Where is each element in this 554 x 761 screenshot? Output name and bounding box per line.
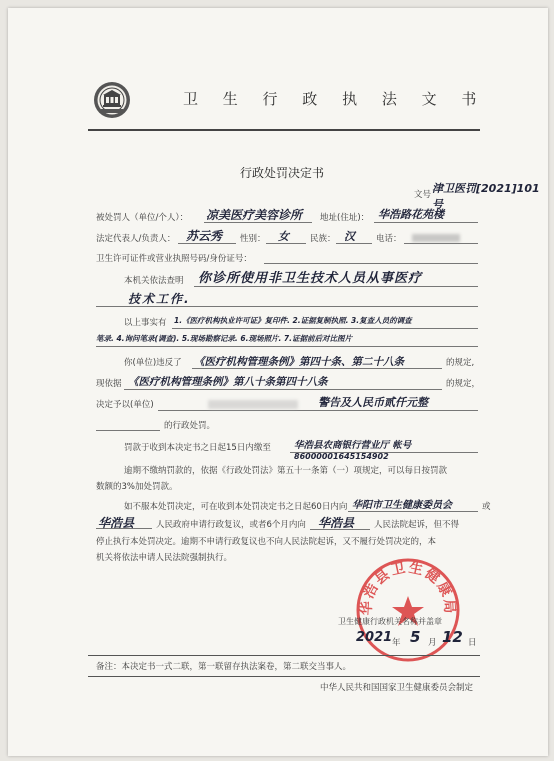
appeal-county-value: 华浩县 (98, 516, 135, 530)
evidence-line-1 (172, 328, 478, 329)
appeal-text-4: 停止执行本处罚决定。逾期不申请行政复议也不向人民法院起诉，又不履行处罚决定的，本 (96, 537, 437, 547)
decision-tail: 的行政处罚。 (164, 421, 216, 431)
basis-tail: 的规定， (446, 379, 481, 389)
appeal-or: 或 (482, 502, 491, 512)
decision-line (158, 410, 478, 411)
legal-rep-value: 苏云秀 (186, 229, 223, 243)
appeal-gov-value: 华阳市卫生健康委员会 (352, 500, 452, 511)
document-page (8, 8, 548, 756)
violated-value: 《医疗机构管理条例》第四十条、第二十八条 (194, 356, 404, 368)
found-line-1 (194, 286, 478, 287)
doc-no-value: 津卫医罚[2021]101号 (432, 182, 540, 211)
sign-day-unit: 日 (468, 638, 477, 648)
found-lead: 本机关依法查明 (124, 276, 184, 286)
appeal-text-1: 如不服本处罚决定，可在收到本处罚决定书之日起60日内向 (124, 502, 348, 512)
basis-line (124, 389, 442, 390)
appeal-text-2: 人民政府申请行政复议，或者6个月内向 (156, 520, 306, 530)
evidence-line-2 (96, 346, 478, 347)
doc-no-label: 文号 (414, 190, 432, 200)
footer-issuer: 中华人民共和国国家卫生健康委员会制定 (320, 683, 474, 693)
late-text-2: 数额的3%加处罚款。 (96, 482, 178, 492)
ethnic-label: 民族： (310, 234, 336, 244)
footer-rule-2 (88, 676, 480, 677)
legal-rep-label: 法定代表人/负责人： (96, 234, 176, 244)
document-series-title: 卫 生 行 政 执 法 文 书 (183, 90, 487, 108)
sex-label: 性别： (240, 234, 266, 244)
sign-month-unit: 月 (428, 638, 437, 648)
decision-line-2 (96, 430, 160, 431)
decision-smudge (208, 400, 298, 409)
late-text-1: 逾期不缴纳罚款的，依据《行政处罚法》第五十一条第（一）项规定，可以每日按罚款 (124, 466, 448, 476)
sign-month: 5 (410, 628, 421, 646)
found-value-2: 技术工作. (128, 292, 191, 306)
sign-day: 12 (442, 628, 463, 646)
address-label: 地址(住址)： (320, 213, 370, 223)
party-label: 被处罚人（单位/个人）： (96, 213, 189, 223)
payment-text: 罚款于收到本决定书之日起15日内缴至 (124, 443, 271, 453)
payment-value: 华浩县农商银行营业厅 帐号 (294, 440, 412, 451)
header-rule (88, 129, 480, 131)
sign-year: 2021 (356, 630, 393, 645)
violated-lead: 你(单位)违反了 (124, 358, 182, 368)
phone-line (404, 243, 478, 244)
official-seal-icon (354, 556, 462, 664)
license-label: 卫生许可证件或营业执照号码/身份证号： (96, 254, 252, 264)
party-value: 凉美医疗美容诊所 (206, 208, 303, 222)
footer-rule (88, 655, 480, 656)
basis-value: 《医疗机构管理条例》第八十条第四十八条 (128, 376, 328, 388)
health-emblem-icon (93, 81, 131, 119)
decision-value: 警告及人民币贰仟元整 (318, 396, 428, 409)
decision-lead: 决定予以(单位) (96, 400, 154, 410)
footer-note: 备注：本决定书一式二联，第一联留存执法案卷，第二联交当事人。 (96, 662, 352, 672)
license-line (264, 263, 478, 264)
found-value-1: 你诊所使用非卫生技术人员从事医疗 (198, 271, 423, 286)
sign-text: 卫生健康行政机关名称并盖章 (338, 617, 442, 626)
basis-lead: 现依据 (96, 379, 122, 389)
phone-redacted (412, 234, 460, 242)
appeal-text-3: 人民法院起诉，但不得 (374, 520, 460, 530)
sign-year-unit: 年 (392, 638, 401, 648)
evidence-value-2: 笔录. 4.询问笔录(调查). 5.现场勘察记录. 6.现场照片. 7.证据前后对比图片 (96, 334, 352, 343)
payment-account: 86000001645154902 (294, 452, 389, 461)
violated-tail: 的规定, (446, 358, 475, 368)
doc-title: 行政处罚决定书 (240, 166, 325, 180)
appeal-court-value: 华浩县 (318, 516, 355, 530)
address-value: 华浩路花苑楼 (378, 208, 444, 221)
sex-value: 女 (278, 230, 289, 243)
phone-label: 电话： (376, 234, 402, 244)
appeal-gov-line (348, 511, 478, 512)
ethnic-value: 汉 (344, 230, 355, 243)
appeal-text-5: 机关将依法申请人民法院强制执行。 (96, 553, 233, 563)
evidence-value-1: 1.《医疗机构执业许可证》复印件. 2.证据复制执照. 3.复查人员的调查 (174, 316, 412, 325)
evidence-lead: 以上事实有 (124, 318, 167, 328)
seal-text: 华浩县卫生健康局 (358, 559, 458, 616)
address-line (374, 222, 478, 223)
